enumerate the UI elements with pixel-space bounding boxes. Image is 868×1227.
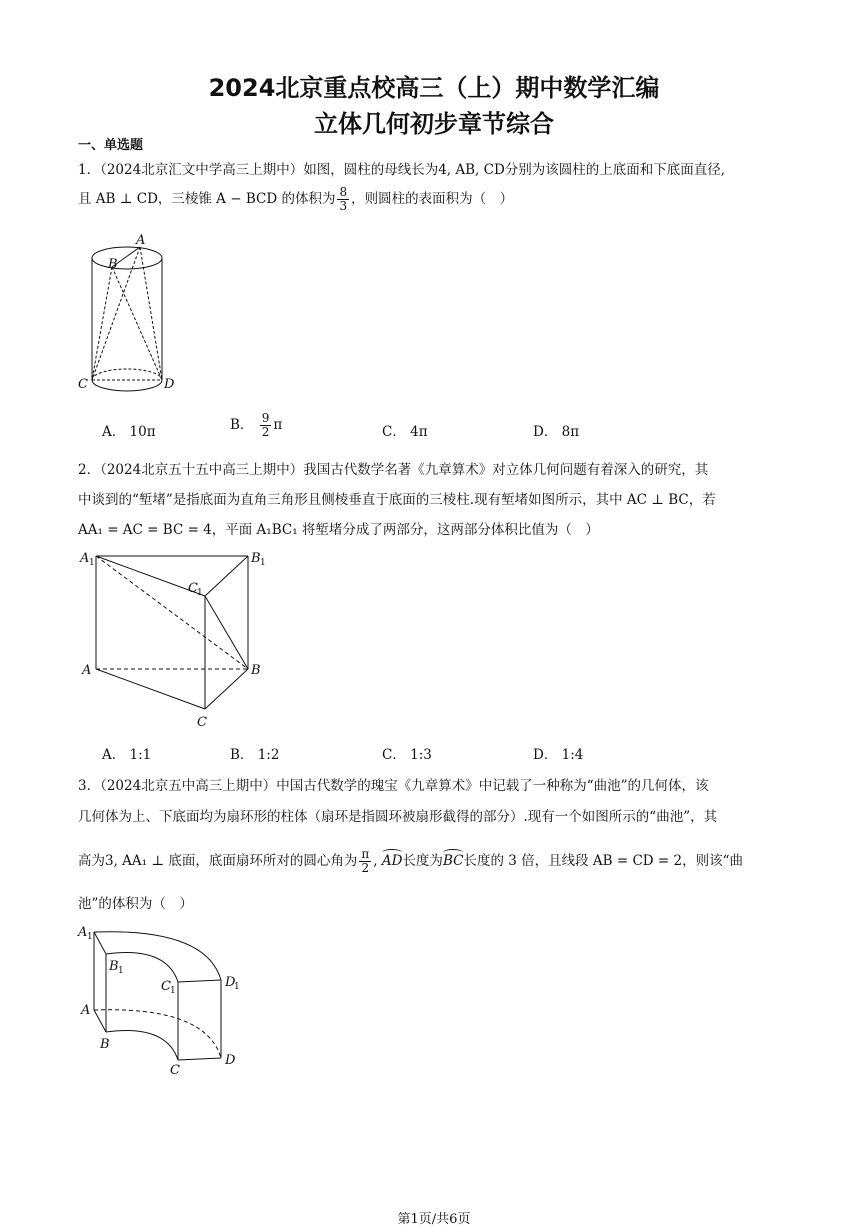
q1-option-d[interactable]: D． 8π: [533, 424, 580, 440]
q2-label-B1-sub: 1: [260, 558, 266, 568]
section-heading: 一、单选题: [78, 138, 144, 153]
document-subtitle: 立体几何初步章节综合: [314, 110, 554, 138]
q3-frac-den: 2: [361, 861, 370, 875]
q1-fraction: [337, 186, 349, 213]
q3-label-C: C: [170, 1063, 180, 1078]
q1-label-A: A: [136, 233, 146, 248]
q3-text-line1: 3．（2024北京五中高三上期中）中国古代数学的瑰宝《九章算术》中记载了一种称为“曲池”的几何体，该: [78, 778, 709, 794]
q3-label-B: B: [100, 1037, 110, 1052]
q2-text-line2: 中谈到的“堑堵”是指底面为直角三角形且侧棱垂直于底面的三棱柱.现有堑堵如图所示，其中 AC ⊥ BC，若: [78, 492, 716, 508]
q1-text-line2a: 且 AB ⊥ CD，三棱锥 A − BCD 的体积为: [78, 191, 336, 207]
q1-text-line1: 1．（2024北京汇文中学高三上期中）如图，圆柱的母线长为4, AB, CD分别为该圆柱的上底面和下底面直径,: [78, 162, 726, 178]
q3-label-B1-sub: 1: [118, 966, 124, 976]
q3-text-line3b: 长度为: [402, 853, 443, 869]
q2-prism-figure: [78, 544, 278, 734]
q3-fraction: [359, 848, 371, 875]
q1-option-b[interactable]: [230, 412, 282, 439]
q3-text-line3: 高为3, AA₁ ⊥ 底面，底面扇环所对的圆心角为 $\frac{\pi}{2}$ , AD长度为BC长度的 3 倍，且线段 AB = CD = 2，则该“曲: [78, 847, 744, 875]
q3-text-line4: 池”的体积为（ ）: [78, 896, 193, 912]
q1-option-a[interactable]: A． 10π: [102, 424, 156, 440]
q1-text-line2: [78, 186, 513, 213]
q3-arc-AD: AD: [381, 853, 403, 869]
q2-label-A: A: [82, 663, 92, 678]
q1-frac-den: 3: [339, 199, 348, 213]
q3-label-A: A: [81, 1003, 91, 1018]
q1-option-b-num: 9: [261, 411, 270, 425]
page-number: 第1页/共6页: [397, 1212, 471, 1227]
q1-option-b-den: 2: [261, 425, 270, 439]
q2-text-line3: AA₁ = AC = BC = 4，平面 A₁BC₁ 将堑堵分成了两部分，这两部分体积比值为（ ）: [78, 522, 599, 538]
q1-option-b-fraction: [260, 412, 272, 439]
q2-label-C1: C: [188, 581, 198, 596]
q3-label-D: D: [225, 1053, 236, 1068]
q3-text-line2: 几何体为上、下底面均为扇环形的柱体（扇环是指圆环被扇形截得的部分）.现有一个如图所示的“曲池”，其: [78, 809, 718, 825]
q3-label-C1: C: [161, 979, 171, 994]
q1-option-b-prefix: B．: [230, 417, 254, 433]
q1-label-B: B: [108, 257, 118, 272]
q3-label-A1: A: [78, 925, 88, 940]
q2-label-B1: B: [251, 551, 261, 566]
q2-option-d[interactable]: D． 1:4: [533, 747, 584, 763]
q2-label-C: C: [197, 715, 207, 730]
q2-label-A1: A: [80, 551, 90, 566]
q3-label-B1: B: [109, 959, 119, 974]
q3-text-line3a: 高为3, AA₁ ⊥ 底面，底面扇环所对的圆心角为: [78, 853, 358, 869]
q1-option-c[interactable]: C． 4π: [382, 424, 428, 440]
document-title: 2024北京重点校高三（上）期中数学汇编: [208, 74, 660, 102]
q1-cylinder-figure: [72, 232, 192, 402]
q3-label-A1-sub: 1: [87, 932, 93, 942]
q2-label-C1-sub: 1: [197, 588, 203, 598]
q2-option-b[interactable]: B． 1:2: [230, 747, 280, 763]
q3-quchi-figure: [76, 918, 256, 1078]
q1-option-b-suffix: π: [273, 417, 283, 433]
q2-label-B: B: [251, 663, 261, 678]
q2-option-a[interactable]: A． 1:1: [102, 747, 152, 763]
q1-label-C: C: [78, 377, 88, 392]
q3-label-C1-sub: 1: [170, 986, 176, 996]
q3-label-D1: D: [225, 975, 236, 990]
q3-arc-BC: BC: [442, 853, 464, 869]
q2-text-line1: 2．（2024北京五十五中高三上期中）我国古代数学名著《九章算术》对立体几何问题有着深入的研究，其: [78, 462, 709, 478]
q3-text-line3c: 长度的 3 倍，且线段 AB = CD = 2，则该“曲: [463, 853, 744, 869]
q3-frac-num: π: [361, 847, 370, 861]
q3-label-D1-sub: 1: [234, 982, 240, 992]
q2-label-A1-sub: 1: [89, 558, 95, 568]
q1-label-D: D: [164, 377, 175, 392]
q1-text-line2b: ，则圆柱的表面积为（ ）: [351, 191, 514, 207]
q2-option-c[interactable]: C． 1:3: [382, 747, 432, 763]
q1-frac-num: 8: [339, 185, 348, 199]
